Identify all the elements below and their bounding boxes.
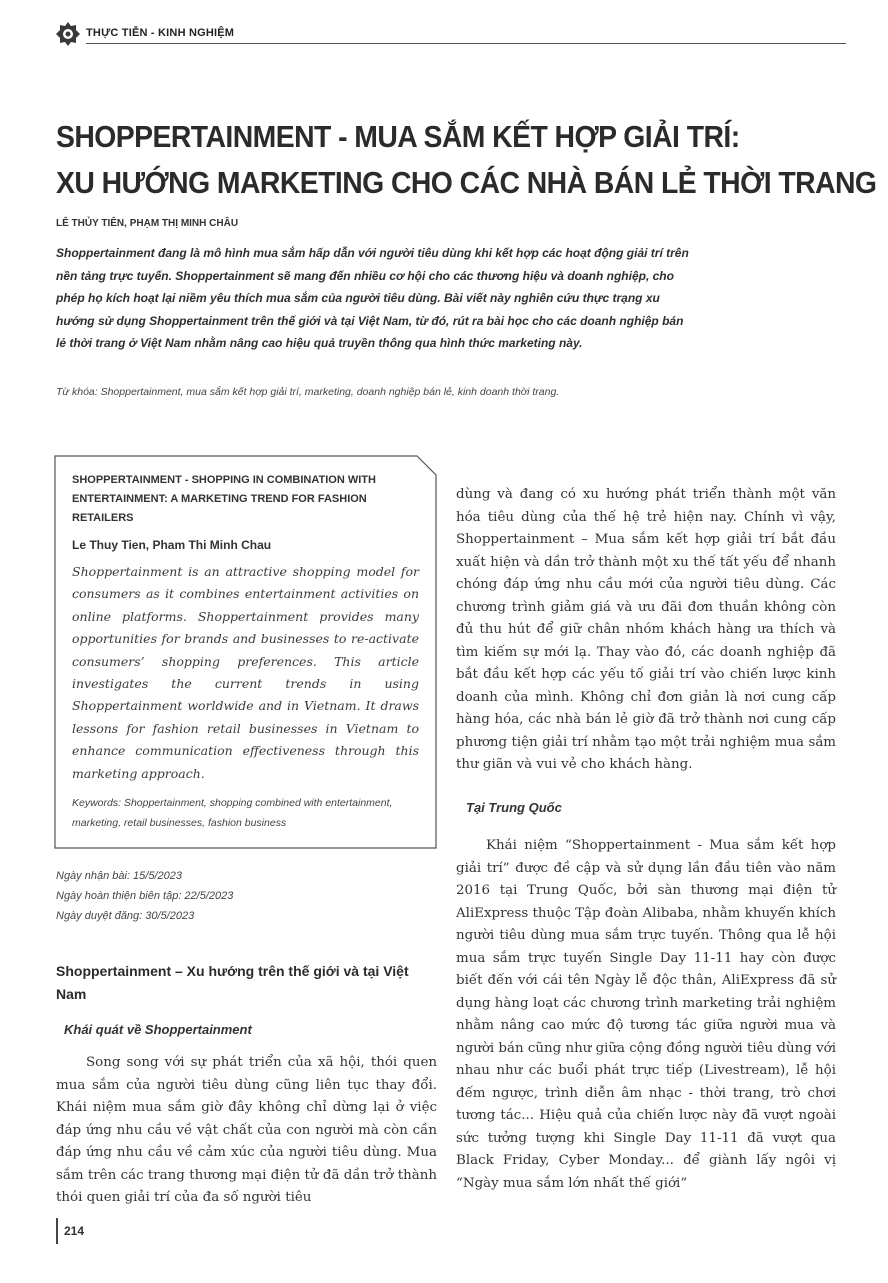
english-authors: Le Thuy Tien, Pham Thi Minh Chau [72,538,272,552]
english-title: SHOPPERTAINMENT - SHOPPING IN COMBINATION WITH ENTERTAINMENT: A MARKETING TREND FOR FASHION RETAILERS [72,474,376,524]
page-number: 214 [64,1224,85,1238]
section-label: THỰC TIỄN - KINH NGHIỆM [86,27,235,39]
header-rule [86,43,846,44]
body-paragraph-right-1: dùng và đang có xu hướng phát triển thành một văn hóa tiêu dùng của thế hệ trẻ hiện nay. Chính vì vậy, Shoppertainment – Mua sắm kết hợp giải trí bắt đầu xuất hiện và dần trở thành một xu thế tất yếu để nhanh chóng đáp ứng nhu cầu mới của người tiêu dùng. Các chương trình giảm giá và ưu đãi đơn thuần không còn đủ thu hút để giữ chân nhóm khách hàng ưa thích và tìm kiếm sự mới lạ. Thay vào đó, các doanh nghiệp đã bắt đầu kết hợp các yếu tố giải trí vào chiến lược kinh doanh của mình. Không chỉ đơn giản là nơi cung cấp hàng hóa, các nhà bán lẻ giờ đã trở thành nơi cung cấp phương tiện giải trí nhằm tạo một trải nghiệm mua sắm thư giãn và vui vẻ cho khách hàng. [456,487,836,772]
subheading-overview: Khái quát về Shoppertainment [64,1022,252,1037]
page-number-bar [56,1218,58,1244]
english-abstract: Shoppertainment is an attractive shopping model for consumers as it combines entertainment activities on online platforms. Shoppertainment provides many opportunities for brands and businesses to re-activate consumers’ shopping preferences. This article investigates the current trends in using Shoppertainment worldwide and in Vietnam. It draws lessons for fashion retail businesses in Vietnam to enhance communication effectiveness through this marketing approach. [72,564,419,781]
date-revised: Ngày hoàn thiện biên tập: 22/5/2023 [56,890,234,902]
subheading-china: Tại Trung Quốc [466,800,562,815]
body-paragraph-left: Song song với sự phát triển của xã hội, thói quen mua sắm của người tiêu dùng cũng liên tục thay đổi. Khái niệm mua sắm giờ đây không chỉ dừng lại ở việc đáp ứng nhu cầu về vật chất của con người mà còn cần đáp ứng nhu cầu về cảm xúc của người tiêu dùng. Mua sắm trên các trang thương mại điện tử đã dần trở thành thói quen giải trí của đa số người tiêu [56,1055,437,1205]
article-abstract: Shoppertainment đang là mô hình mua sắm hấp dẫn với người tiêu dùng khi kết hợp các hoạt động giải trí trên nền tảng trực tuyến. Shoppertainment sẽ mang đến nhiều cơ hội cho các thương hiệu và doanh nghiệp, cho phép họ kích hoạt lại niềm yêu thích mua sắm của người tiêu dùng. Bài viết này nghiên cứu thực trạng xu hướng sử dụng Shoppertainment trên thế giới và tại Việt Nam, từ đó, rút ra bài học cho các doanh nghiệp bán lẻ thời trang ở Việt Nam nhằm nâng cao hiệu quả truyền thông qua hình thức marketing này. [56,246,689,350]
title-line-1: SHOPPERTAINMENT - MUA SẮM KẾT HỢP GIẢI TRÍ: [56,120,740,154]
section-header [56,22,846,48]
title-line-2: XU HƯỚNG MARKETING CHO CÁC NHÀ BÁN LẺ THỜI TRANG [56,166,877,200]
section-heading: Shoppertainment – Xu hướng trên thế giới và tại Việt Nam [56,963,409,1002]
date-accepted: Ngày duyệt đăng: 30/5/2023 [56,910,195,922]
article-title [56,114,877,206]
body-paragraph-right-2: Khái niệm “Shoppertainment - Mua sắm kết hợp giải trí” được đề cập và sử dụng lần đầu tiên vào năm 2016 tại Trung Quốc, bởi sàn thương mại điện tử AliExpress thuộc Tập đoàn Alibaba, nhằm khuyến khích người tiêu dùng mua sắm trực tuyến. Thông qua lễ hội mua sắm trực tuyến Single Day 11-11 hay còn được biết đến với cái tên Ngày lễ độc thân, AliExpress đã sử dụng hàng loạt các chương trình marketing trải nghiệm nhằm nâng cao mức độ tương tác giữa người mua và người bán cũng như giữa cộng đồng người tiêu dùng với nhau như các buổi phát trực tiếp (Livestream), lễ hội đếm ngược, trình diễn âm nhạc - thời trang, trò chơi tương tác... Hiệu quả của chiến lược này đã vượt ngoài sức tưởng tượng khi Single Day 11-11 đã vượt qua Black Friday, Cyber Monday... để giành lấy ngôi vị “Ngày mua sắm lớn nhất thế giới” [456,838,836,1191]
english-keywords: Keywords: Shoppertainment, shopping combined with entertainment, marketing, retail businesses, fashion business [72,797,393,829]
date-received: Ngày nhận bài: 15/5/2023 [56,870,182,882]
keywords-vietnamese: Từ khóa: Shoppertainment, mua sắm kết hợp giải trí, marketing, doanh nghiệp bán lẻ, kinh doanh thời trang. [56,386,560,398]
article-authors: LÊ THỦY TIÊN, PHẠM THỊ MINH CHÂU [56,218,239,229]
article-dates [56,866,233,926]
gear-emblem-icon [56,22,80,46]
